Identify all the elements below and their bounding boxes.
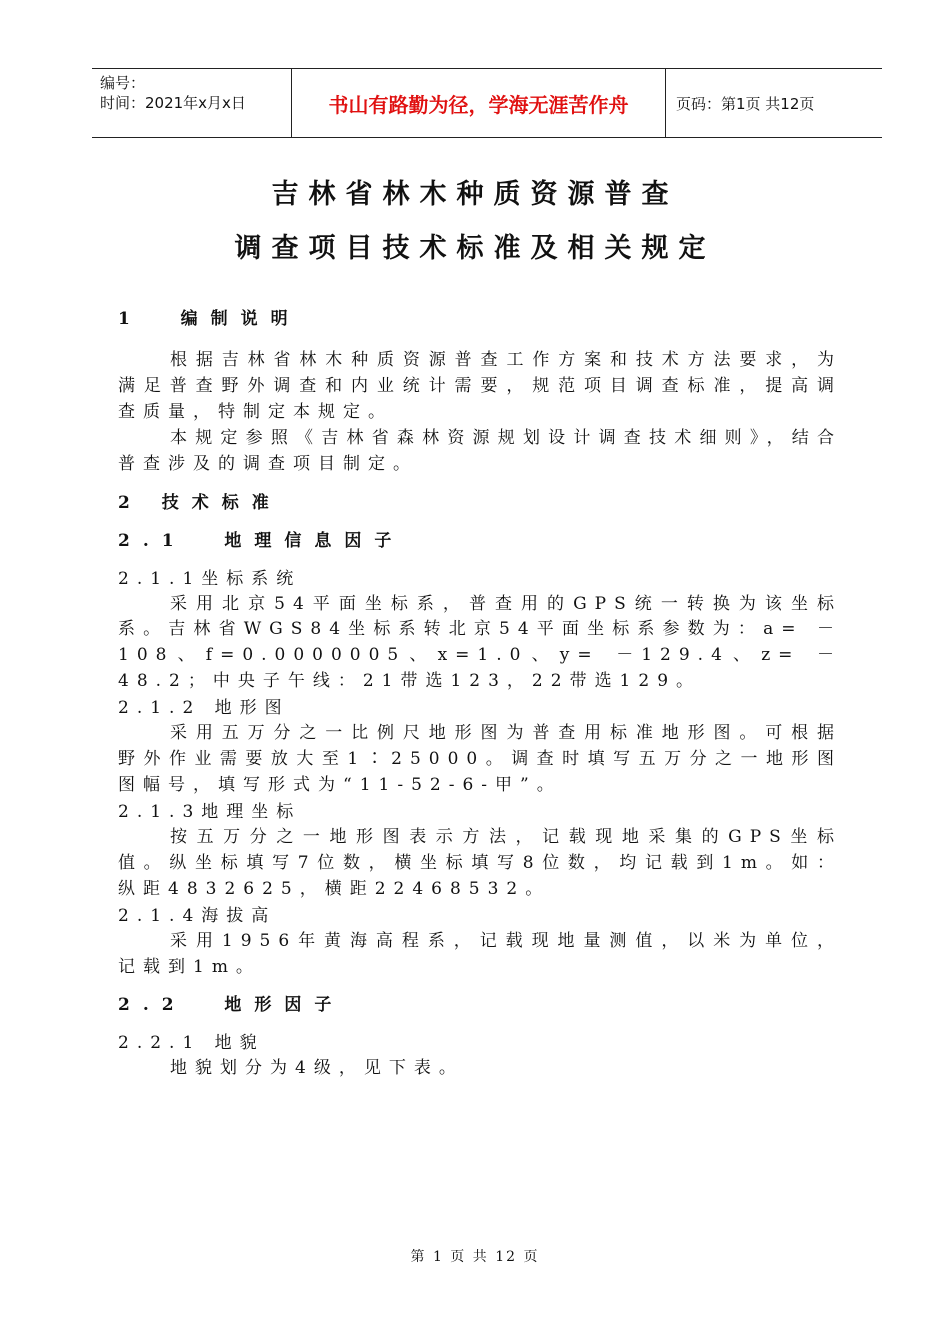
- time-label: 时间：2021年x月x日: [100, 94, 246, 112]
- subsection-heading-2-1-4: 2.1.4海拔高: [118, 905, 277, 926]
- paragraph-2: 本规定参照《吉林省森林资源规划设计调查技术细则》，结合普查涉及的调查项目制定。: [118, 427, 842, 474]
- section-heading-2-1: 2.1 地理信息因子: [118, 530, 405, 551]
- document-title-line2: 调查项目技术标准及相关规定: [234, 233, 716, 264]
- header-motto: 书山有路勤为径，学海无涯苦作舟: [292, 69, 666, 137]
- document-title-line1: 吉林省林木种质资源普查: [271, 179, 679, 210]
- section-heading-2: 2 技术标准: [118, 492, 282, 513]
- header-meta-cell: [92, 69, 292, 137]
- paragraph-2-1-3: 按五万分之一地形图表示方法，记载现地采集的GPS坐标值。纵坐标填写7位数，横坐标填写8位数，均记载到1m。如：纵距4832625，横距22468532。: [118, 826, 842, 899]
- section-heading-2-2: 2.2 地形因子: [118, 995, 345, 1016]
- header-page-info: 页码：第1页 共12页: [676, 94, 815, 113]
- document-header: [92, 68, 882, 138]
- subsection-heading-2-1-1: 2.1.1坐标系统: [118, 568, 302, 589]
- subsection-heading-2-1-2: 2.1.2 地形图: [118, 698, 290, 719]
- paragraph-2-1-1: 采用北京54平面坐标系，普查用的GPS统一转换为该坐标系。吉林省WGS84坐标系转北京54平面坐标系参数为：a= －108、f=0.0000005、x=1.0、y= －129.4、z= －48.2；中央子午线：21带选123，22带选129。: [118, 593, 842, 692]
- subsection-heading-2-2-1: 2.2.1 地貌: [118, 1033, 265, 1054]
- paragraph-2-1-4: 采用1956年黄海高程系，记载现地量测值，以米为单位，记载到1m。: [118, 930, 842, 977]
- serial-number-label: 编号：: [100, 74, 146, 92]
- paragraph-2-1-2: 采用五万分之一比例尺地形图为普查用标准地形图。可根据野外作业需要放大至1∶25000。调查时填写五万分之一地形图图幅号，填写形式为“11-52-6-甲”。: [118, 723, 842, 795]
- paragraph-1: 根据吉林省林木种质资源普查工作方案和技术方法要求，为满足普查野外调查和内业统计需要，规范项目调查标准，提高调查质量，特制定本规定。: [118, 350, 842, 422]
- document-body: [118, 306, 842, 1082]
- section-heading-1: 1 编制说明: [118, 309, 301, 329]
- page-footer: 第 1 页 共 12 页: [410, 1249, 540, 1265]
- paragraph-2-2-1: 地貌划分为4级，见下表。: [170, 1058, 464, 1079]
- subsection-heading-2-1-3: 2.1.3地理坐标: [118, 801, 302, 822]
